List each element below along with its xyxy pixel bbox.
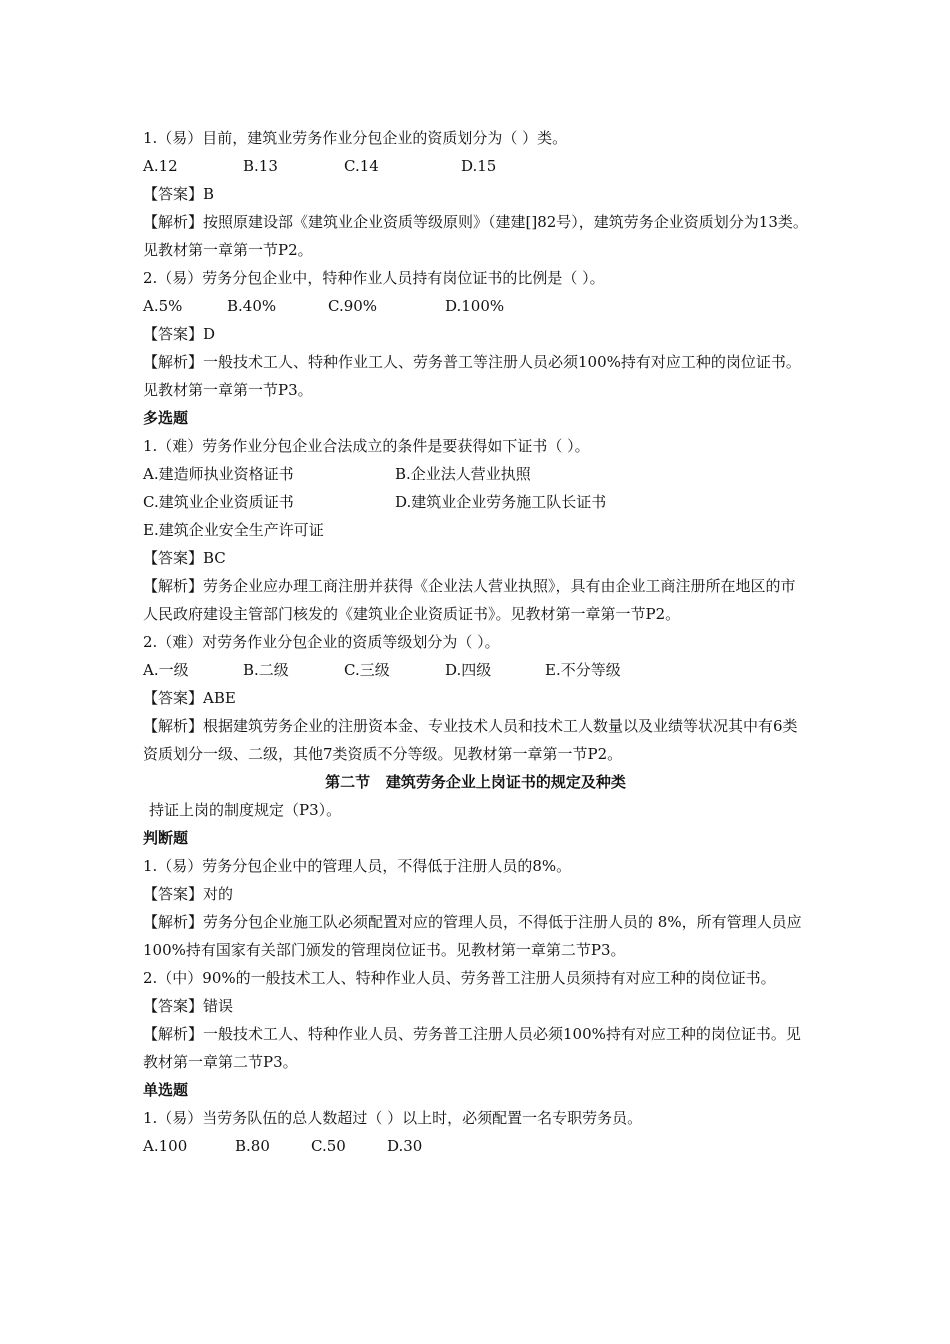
option-c: C.50 bbox=[311, 1137, 346, 1155]
option-b: B.13 bbox=[243, 157, 278, 175]
option-b: B.二级 bbox=[243, 661, 289, 679]
answer: 【答案】B bbox=[143, 185, 215, 203]
analysis: 【解析】按照原建设部《建筑业企业资质等级原则》（建建[]82号），建筑劳务企业资质划分为13类。见教材第一章第一节P2。 bbox=[143, 213, 808, 259]
options-row bbox=[143, 292, 808, 320]
option-c: C.三级 bbox=[344, 661, 390, 679]
options-row bbox=[143, 1132, 808, 1160]
option-c: C.14 bbox=[344, 157, 379, 175]
option-d: D.100% bbox=[445, 297, 505, 315]
option-e: E.建筑企业安全生产许可证 bbox=[143, 521, 324, 539]
option-d: D.15 bbox=[461, 157, 497, 175]
answer: 【答案】BC bbox=[143, 549, 226, 567]
question-stem: 2.（中）90%的一般技术工人、特种作业人员、劳务普工注册人员须持有对应工种的岗位证书。 bbox=[143, 969, 776, 987]
answer: 【答案】ABE bbox=[143, 689, 236, 707]
options-row bbox=[143, 152, 808, 180]
option-a: A.5% bbox=[143, 297, 183, 315]
section-heading: 单选题 bbox=[143, 1081, 189, 1099]
section-heading: 多选题 bbox=[143, 409, 189, 427]
option-c: C.建筑业企业资质证书 bbox=[143, 493, 294, 511]
question-stem: 2.（难）对劳务作业分包企业的资质等级划分为（ ）。 bbox=[143, 633, 500, 651]
document-page bbox=[143, 124, 808, 1160]
analysis: 【解析】一般技术工人、特种作业人员、劳务普工注册人员必须100%持有对应工种的岗位证书。见教材第一章第二节P3。 bbox=[143, 1025, 801, 1071]
section-note: 持证上岗的制度规定（P3）。 bbox=[149, 801, 342, 819]
answer: 【答案】错误 bbox=[143, 997, 234, 1015]
option-b: B.80 bbox=[235, 1137, 270, 1155]
question-stem: 1.（难）劳务作业分包企业合法成立的条件是要获得如下证书（ ）。 bbox=[143, 437, 590, 455]
option-b: B.企业法人营业执照 bbox=[395, 465, 531, 483]
option-c: C.90% bbox=[328, 297, 378, 315]
options-row bbox=[143, 516, 808, 544]
section-heading: 判断题 bbox=[143, 829, 189, 847]
question-stem: 1.（易）目前，建筑业劳务作业分包企业的资质划分为（ ）类。 bbox=[143, 129, 568, 147]
analysis: 【解析】一般技术工人、特种作业工人、劳务普工等注册人员必须100%持有对应工种的岗位证书。见教材第一章第一节P3。 bbox=[143, 353, 801, 399]
question-stem: 1.（易）当劳务队伍的总人数超过（ ）以上时，必须配置一名专职劳务员。 bbox=[143, 1109, 643, 1127]
answer: 【答案】对的 bbox=[143, 885, 234, 903]
option-d: D.建筑业企业劳务施工队长证书 bbox=[395, 493, 607, 511]
options-row bbox=[143, 656, 808, 684]
options-row bbox=[143, 460, 808, 488]
option-d: D.四级 bbox=[445, 661, 492, 679]
analysis: 【解析】劳务企业应办理工商注册并获得《企业法人营业执照》，具有由企业工商注册所在地区的市人民政府建设主管部门核发的《建筑业企业资质证书》。见教材第一章第一节P2。 bbox=[143, 577, 796, 623]
option-a: A.100 bbox=[143, 1137, 188, 1155]
option-a: A.12 bbox=[143, 157, 178, 175]
analysis: 【解析】劳务分包企业施工队必须配置对应的管理人员，不得低于注册人员的 8%，所有管理人员应100%持有国家有关部门颁发的管理岗位证书。见教材第一章第二节P3。 bbox=[143, 913, 802, 959]
options-row bbox=[143, 488, 808, 516]
answer: 【答案】D bbox=[143, 325, 216, 343]
analysis: 【解析】根据建筑劳务企业的注册资本金、专业技术人员和技术工人数量以及业绩等状况其中有6类资质划分一级、二级，其他7类资质不分等级。见教材第一章第一节P2。 bbox=[143, 717, 798, 763]
option-a: A.建造师执业资格证书 bbox=[143, 465, 294, 483]
section-title: 第二节 建筑劳务企业上岗证书的规定及种类 bbox=[325, 773, 626, 791]
option-e: E.不分等级 bbox=[545, 661, 621, 679]
option-a: A.一级 bbox=[143, 661, 189, 679]
option-d: D.30 bbox=[387, 1137, 423, 1155]
option-b: B.40% bbox=[227, 297, 277, 315]
question-stem: 2.（易）劳务分包企业中，特种作业人员持有岗位证书的比例是（ ）。 bbox=[143, 269, 605, 287]
question-stem: 1.（易）劳务分包企业中的管理人员，不得低于注册人员的8%。 bbox=[143, 857, 572, 875]
